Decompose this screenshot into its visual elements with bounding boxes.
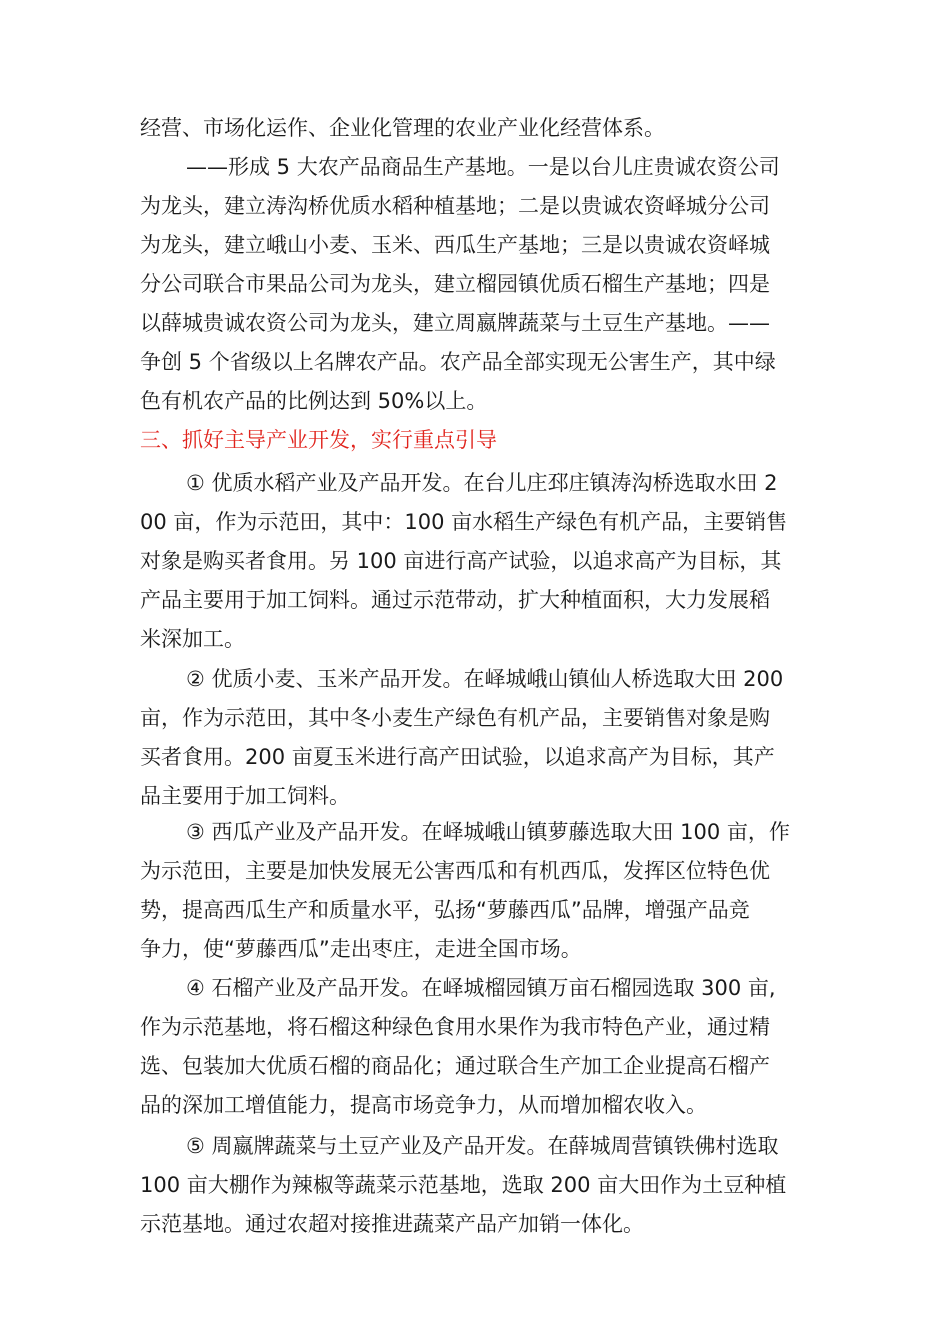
section-heading: 三、抓好主导产业开发，实行重点引导 [140,428,497,452]
text-line: 为示范田，主要是加快发展无公害西瓜和有机西瓜，发挥区位特色优 [140,859,770,883]
text-line: 品主要用于加工饲料。 [140,784,350,808]
text-line: 色有机农产品的比例达到 50%以上。 [140,389,488,413]
text-line: 经营、市场化运作、企业化管理的农业产业化经营体系。 [140,116,665,140]
paragraph-first-line: ⑤ 周嬴牌蔬菜与土豆产业及产品开发。在薛城周营镇铁佛村选取 [186,1134,779,1158]
text-line: 米深加工。 [140,627,245,651]
text-line: 00 亩，作为示范田，其中：100 亩水稻生产绿色有机产品，主要销售 [140,510,788,534]
text-line: 产品主要用于加工饲料。通过示范带动，扩大种植面积，大力发展稻 [140,588,770,612]
text-line: 争创 5 个省级以上名牌农产品。农产品全部实现无公害生产，其中绿 [140,350,776,374]
text-line: 100 亩大棚作为辣椒等蔬菜示范基地，选取 200 亩大田作为土豆种植 [140,1173,787,1197]
text-line: 亩，作为示范田，其中冬小麦生产绿色有机产品，主要销售对象是购 [140,706,770,730]
paragraph-first-line: ④ 石榴产业及产品开发。在峄城榴园镇万亩石榴园选取 300 亩, [186,976,776,1000]
text-line: 示范基地。通过农超对接推进蔬菜产品产加销一体化。 [140,1212,644,1236]
text-line: 为龙头，建立峨山小麦、玉米、西瓜生产基地；三是以贵诚农资峄城 [140,233,770,257]
text-line: 选、包装加大优质石榴的商品化；通过联合生产加工企业提高石榴产 [140,1054,770,1078]
text-line: 为龙头，建立涛沟桥优质水稻种植基地；二是以贵诚农资峄城分公司 [140,194,770,218]
text-line: 品的深加工增值能力，提高市场竞争力，从而增加榴农收入。 [140,1093,707,1117]
text-line: 对象是购买者食用。另 100 亩进行高产试验，以追求高产为目标，其 [140,549,782,573]
text-line: 分公司联合市果品公司为龙头，建立榴园镇优质石榴生产基地；四是 [140,272,770,296]
paragraph-first-line: ③ 西瓜产业及产品开发。在峄城峨山镇萝藤选取大田 100 亩，作 [186,820,790,844]
text-line: 势，提高西瓜生产和质量水平，弘扬“萝藤西瓜”品牌，增强产品竞 [140,898,750,922]
text-line: 作为示范基地，将石榴这种绿色食用水果作为我市特色产业，通过精 [140,1015,770,1039]
paragraph-first-line: ——形成 5 大农产品商品生产基地。一是以台儿庄贵诚农资公司 [186,155,780,179]
text-line: 买者食用。200 亩夏玉米进行高产田试验，以追求高产为目标，其产 [140,745,775,769]
text-line: 争力，使“萝藤西瓜”走出枣庄，走进全国市场。 [140,937,582,961]
paragraph-first-line: ① 优质水稻产业及产品开发。在台儿庄邳庄镇涛沟桥选取水田 2 [186,471,778,495]
text-line: 以薛城贵诚农资公司为龙头，建立周嬴牌蔬菜与土豆生产基地。—— [140,311,770,335]
paragraph-first-line: ② 优质小麦、玉米产品开发。在峄城峨山镇仙人桥选取大田 200 [186,667,784,691]
